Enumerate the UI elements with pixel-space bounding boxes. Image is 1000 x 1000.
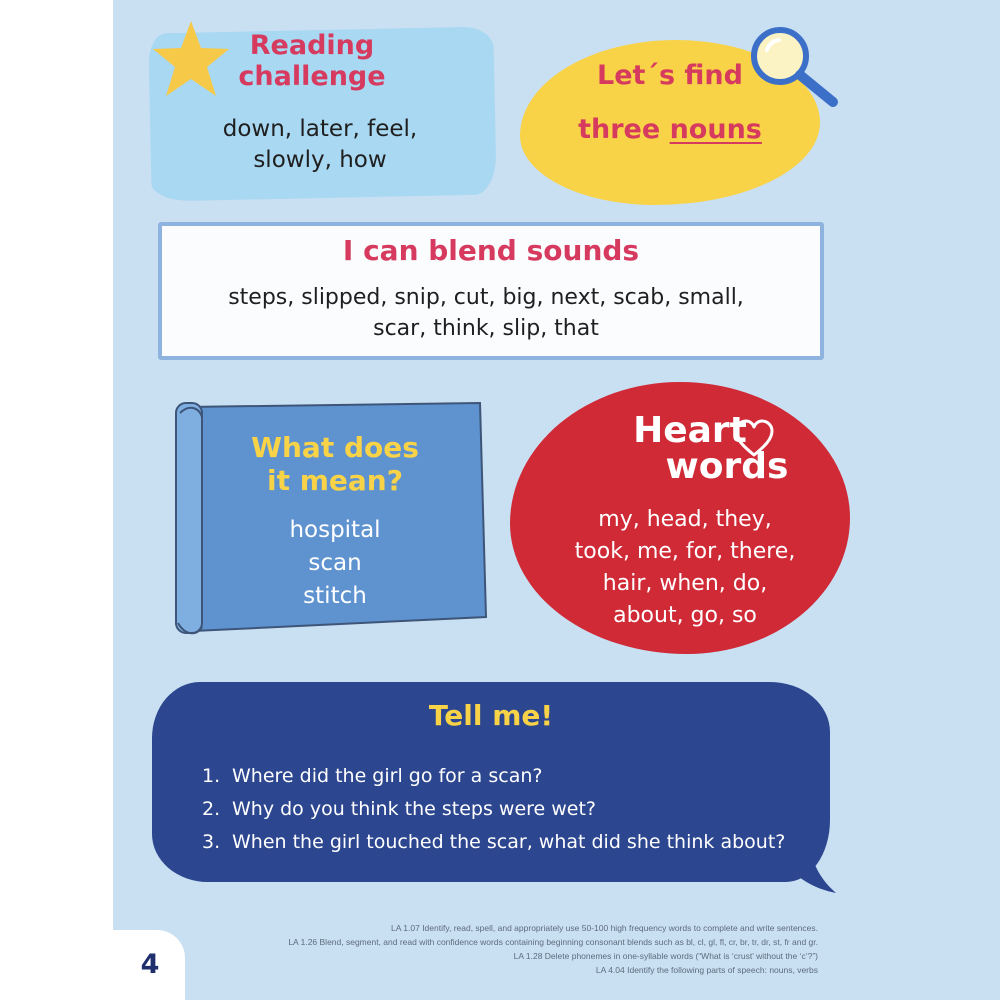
what-does-it-mean-title xyxy=(210,431,460,497)
reading-challenge-words xyxy=(180,114,460,176)
heart-words-list xyxy=(535,504,835,632)
question-text: Where did the girl go for a scan? xyxy=(232,765,543,787)
what-does-it-mean-title-line1: What does xyxy=(251,431,419,464)
blend-sounds-title: I can blend sounds xyxy=(342,234,640,267)
question-item xyxy=(202,826,802,859)
heart-words-line: my, head, they, xyxy=(598,507,772,532)
what-does-it-mean-title-line2: it mean? xyxy=(267,464,403,497)
blend-sounds-words xyxy=(176,282,796,344)
question-item xyxy=(202,793,802,826)
standard-line: LA 1.26 Blend, segment, and read with confidence words containing beginning consonant blends such as bl, cl, gl, fl, cr, br, tr, dr, st, fr and gr. xyxy=(288,937,818,947)
blend-sounds-words-line2: scar, think, slip, that xyxy=(373,316,599,341)
blend-sounds-words-line1: steps, slipped, snip, cut, big, next, scab, small, xyxy=(228,285,744,310)
heart-words-title-words: words xyxy=(665,446,789,487)
question-number: 1. xyxy=(202,765,221,787)
reading-challenge-title-line2: challenge xyxy=(238,61,386,92)
vocab-word: scan xyxy=(308,550,362,576)
reading-challenge-title xyxy=(212,30,412,92)
lets-find-subtitle xyxy=(560,113,780,146)
standard-line: LA 4.04 Identify the following parts of speech: nouns, verbs xyxy=(595,965,818,975)
lets-find-prefix: three xyxy=(578,114,670,145)
reading-challenge-words-line2: slowly, how xyxy=(253,147,387,173)
question-item xyxy=(202,760,802,793)
curriculum-standards xyxy=(160,921,818,977)
tell-me-questions xyxy=(202,760,802,859)
lets-find-nouns: nouns xyxy=(669,114,762,145)
vocab-word: stitch xyxy=(303,583,367,609)
heart-words-line: hair, when, do, xyxy=(602,571,768,596)
question-number: 3. xyxy=(202,831,221,853)
heart-words-line: about, go, so xyxy=(613,603,757,628)
page-number: 4 xyxy=(140,949,160,980)
standard-line: LA 1.07 Identify, read, spell, and appropriately use 50-100 high frequency words to complete and write sentences. xyxy=(391,923,818,933)
reading-challenge-words-line1: down, later, feel, xyxy=(222,116,418,142)
vocabulary-list xyxy=(240,514,430,613)
heart-words-line: took, me, for, there, xyxy=(574,539,796,564)
standard-line: LA 1.28 Delete phonemes in one-syllable words (“What is ‘crust’ without the ‘c’?”) xyxy=(513,951,818,961)
question-number: 2. xyxy=(202,798,221,820)
question-text: Why do you think the steps were wet? xyxy=(232,798,597,820)
reading-challenge-title-line1: Reading xyxy=(249,30,375,61)
question-text: When the girl touched the scar, what did she think about? xyxy=(232,831,786,853)
lets-find-title: Let´s find xyxy=(597,60,743,91)
heart-words-title-heart: Heart xyxy=(633,410,747,451)
tell-me-title: Tell me! xyxy=(428,699,554,732)
vocab-word: hospital xyxy=(289,517,381,543)
